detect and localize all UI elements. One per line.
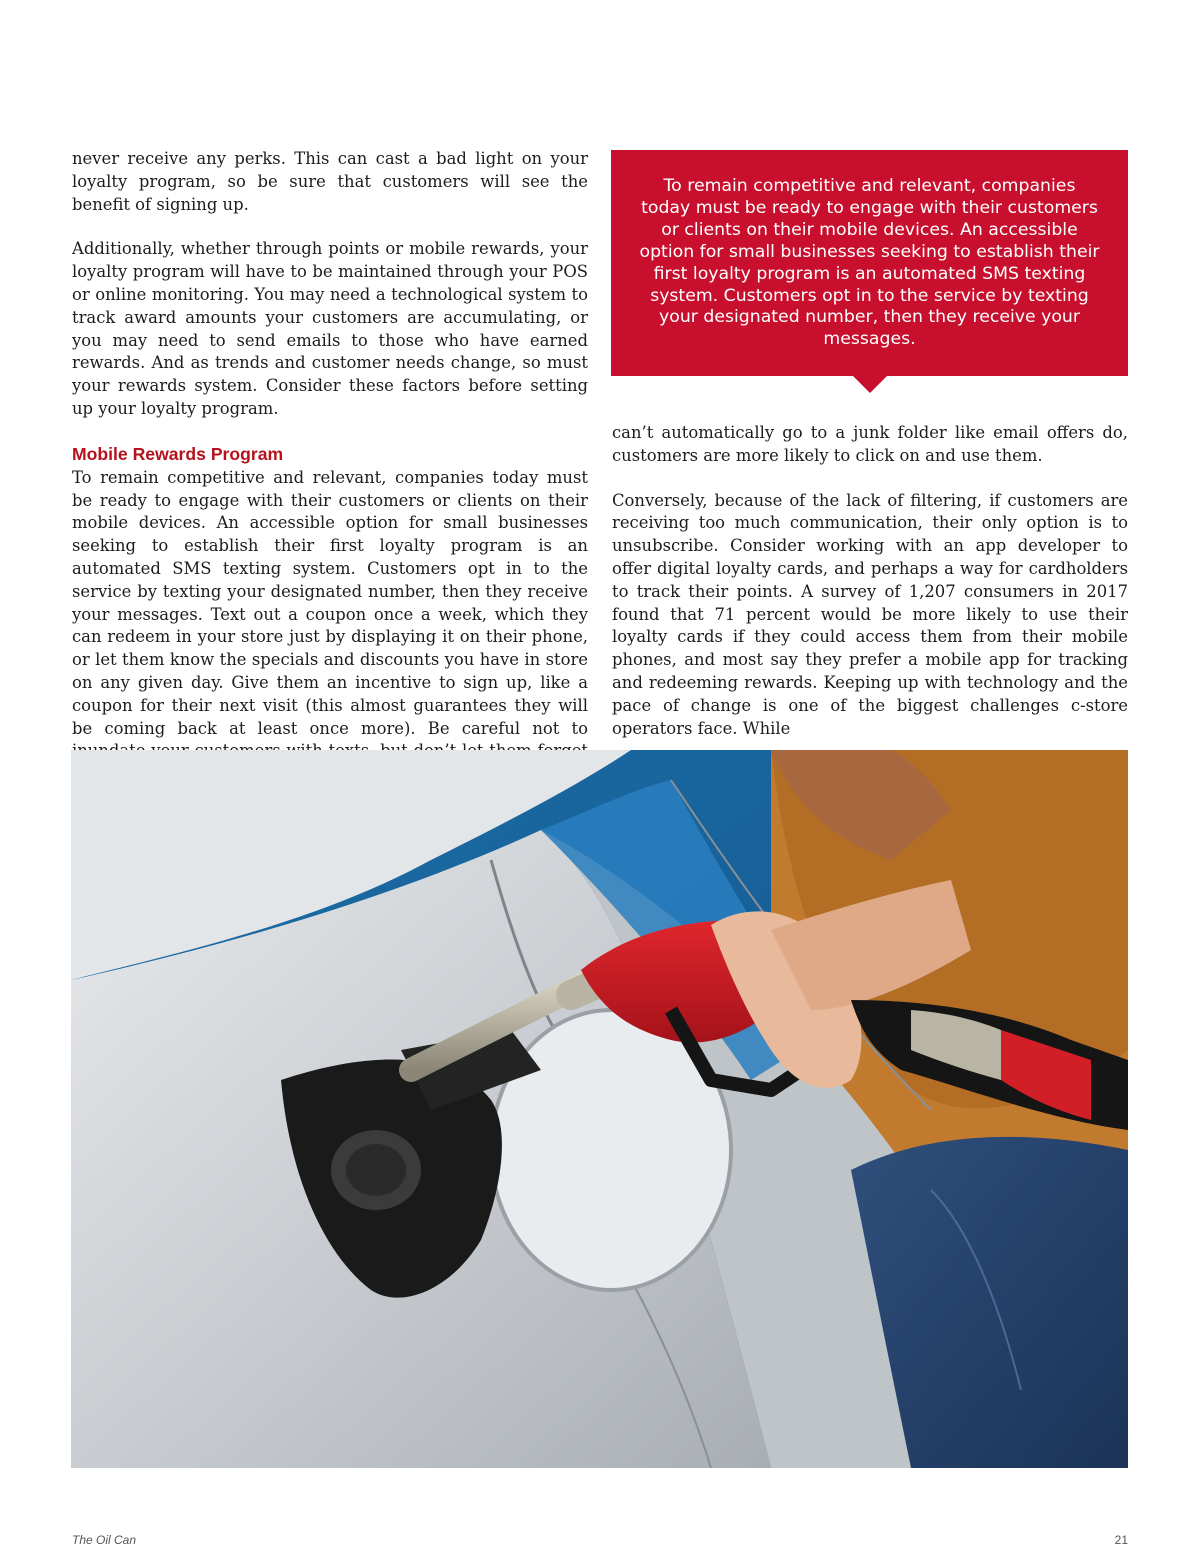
fuel-pump-illustration (71, 750, 1128, 1468)
pull-quote-pointer (852, 375, 888, 393)
section-heading: Mobile Rewards Program (72, 443, 284, 464)
body-paragraph: never receive any perks. This can cast a bad light on your loyalty program, so be sure that customers will see the benefit of signing up. (72, 149, 588, 214)
left-text-column (72, 148, 588, 786)
fuel-pump-photo (71, 750, 1128, 1468)
body-paragraph: Conversely, because of the lack of filtering, if customers are receiving too much communication, their only option is to unsubscribe. Consider working with an app developer to offer digital loyalty cards, and perhaps a way for cardholders to track their points. A survey of 1,207 consumers in 2017 found that 71 percent would be more likely to use their loyalty cards if they could access them from their mobile phones, and most say they prefer a mobile app for tracking and redeeming rewards. Keeping up with technology and the pace of change is one of the biggest challenges c-store operators face. While (612, 490, 1128, 738)
pull-quote-text: To remain competitive and relevant, companies today must be ready to engage with their customers or clients on their mobile devices. An accessible option for small businesses seeking to establish their first loyalty program is an automated SMS texting system. Customers opt in to the service by texting your designated number, then they receive your messages. (639, 176, 1100, 350)
right-text-column (612, 422, 1128, 762)
body-paragraph: can’t automatically go to a junk folder like email offers do, customers are more likely to click on and use them. (612, 423, 1128, 465)
pull-quote-box (611, 150, 1128, 376)
body-paragraph: To remain competitive and relevant, companies today must be ready to engage with their customers or clients on their mobile devices. An accessible option for small businesses seeking to establish their first loyalty program is an automated SMS texting system. Customers opt in to the service by texting your designated number, then they receive your messages. Text out a coupon once a week, which they can redeem in your store just by displaying it on their phone, or let them know the specials and discounts you have in store on any given day. Give them an incentive to sign up, like a coupon for their next visit (this almost guarantees they will be coming back at least once more). Be careful not to (72, 467, 588, 738)
publication-name: The Oil Can (72, 1533, 137, 1547)
body-paragraph: Additionally, whether through points or mobile rewards, your loyalty program will have to be maintained through your POS or online monitoring. You may need a technological system to track award amounts your customers are accumulating, or you may need to send emails to those who have earned rewards. And as trends and customer needs change, so must your rewards system. Consider these factors before setting up your loyalty program. (72, 239, 588, 418)
page-number: 21 (1114, 1533, 1128, 1547)
